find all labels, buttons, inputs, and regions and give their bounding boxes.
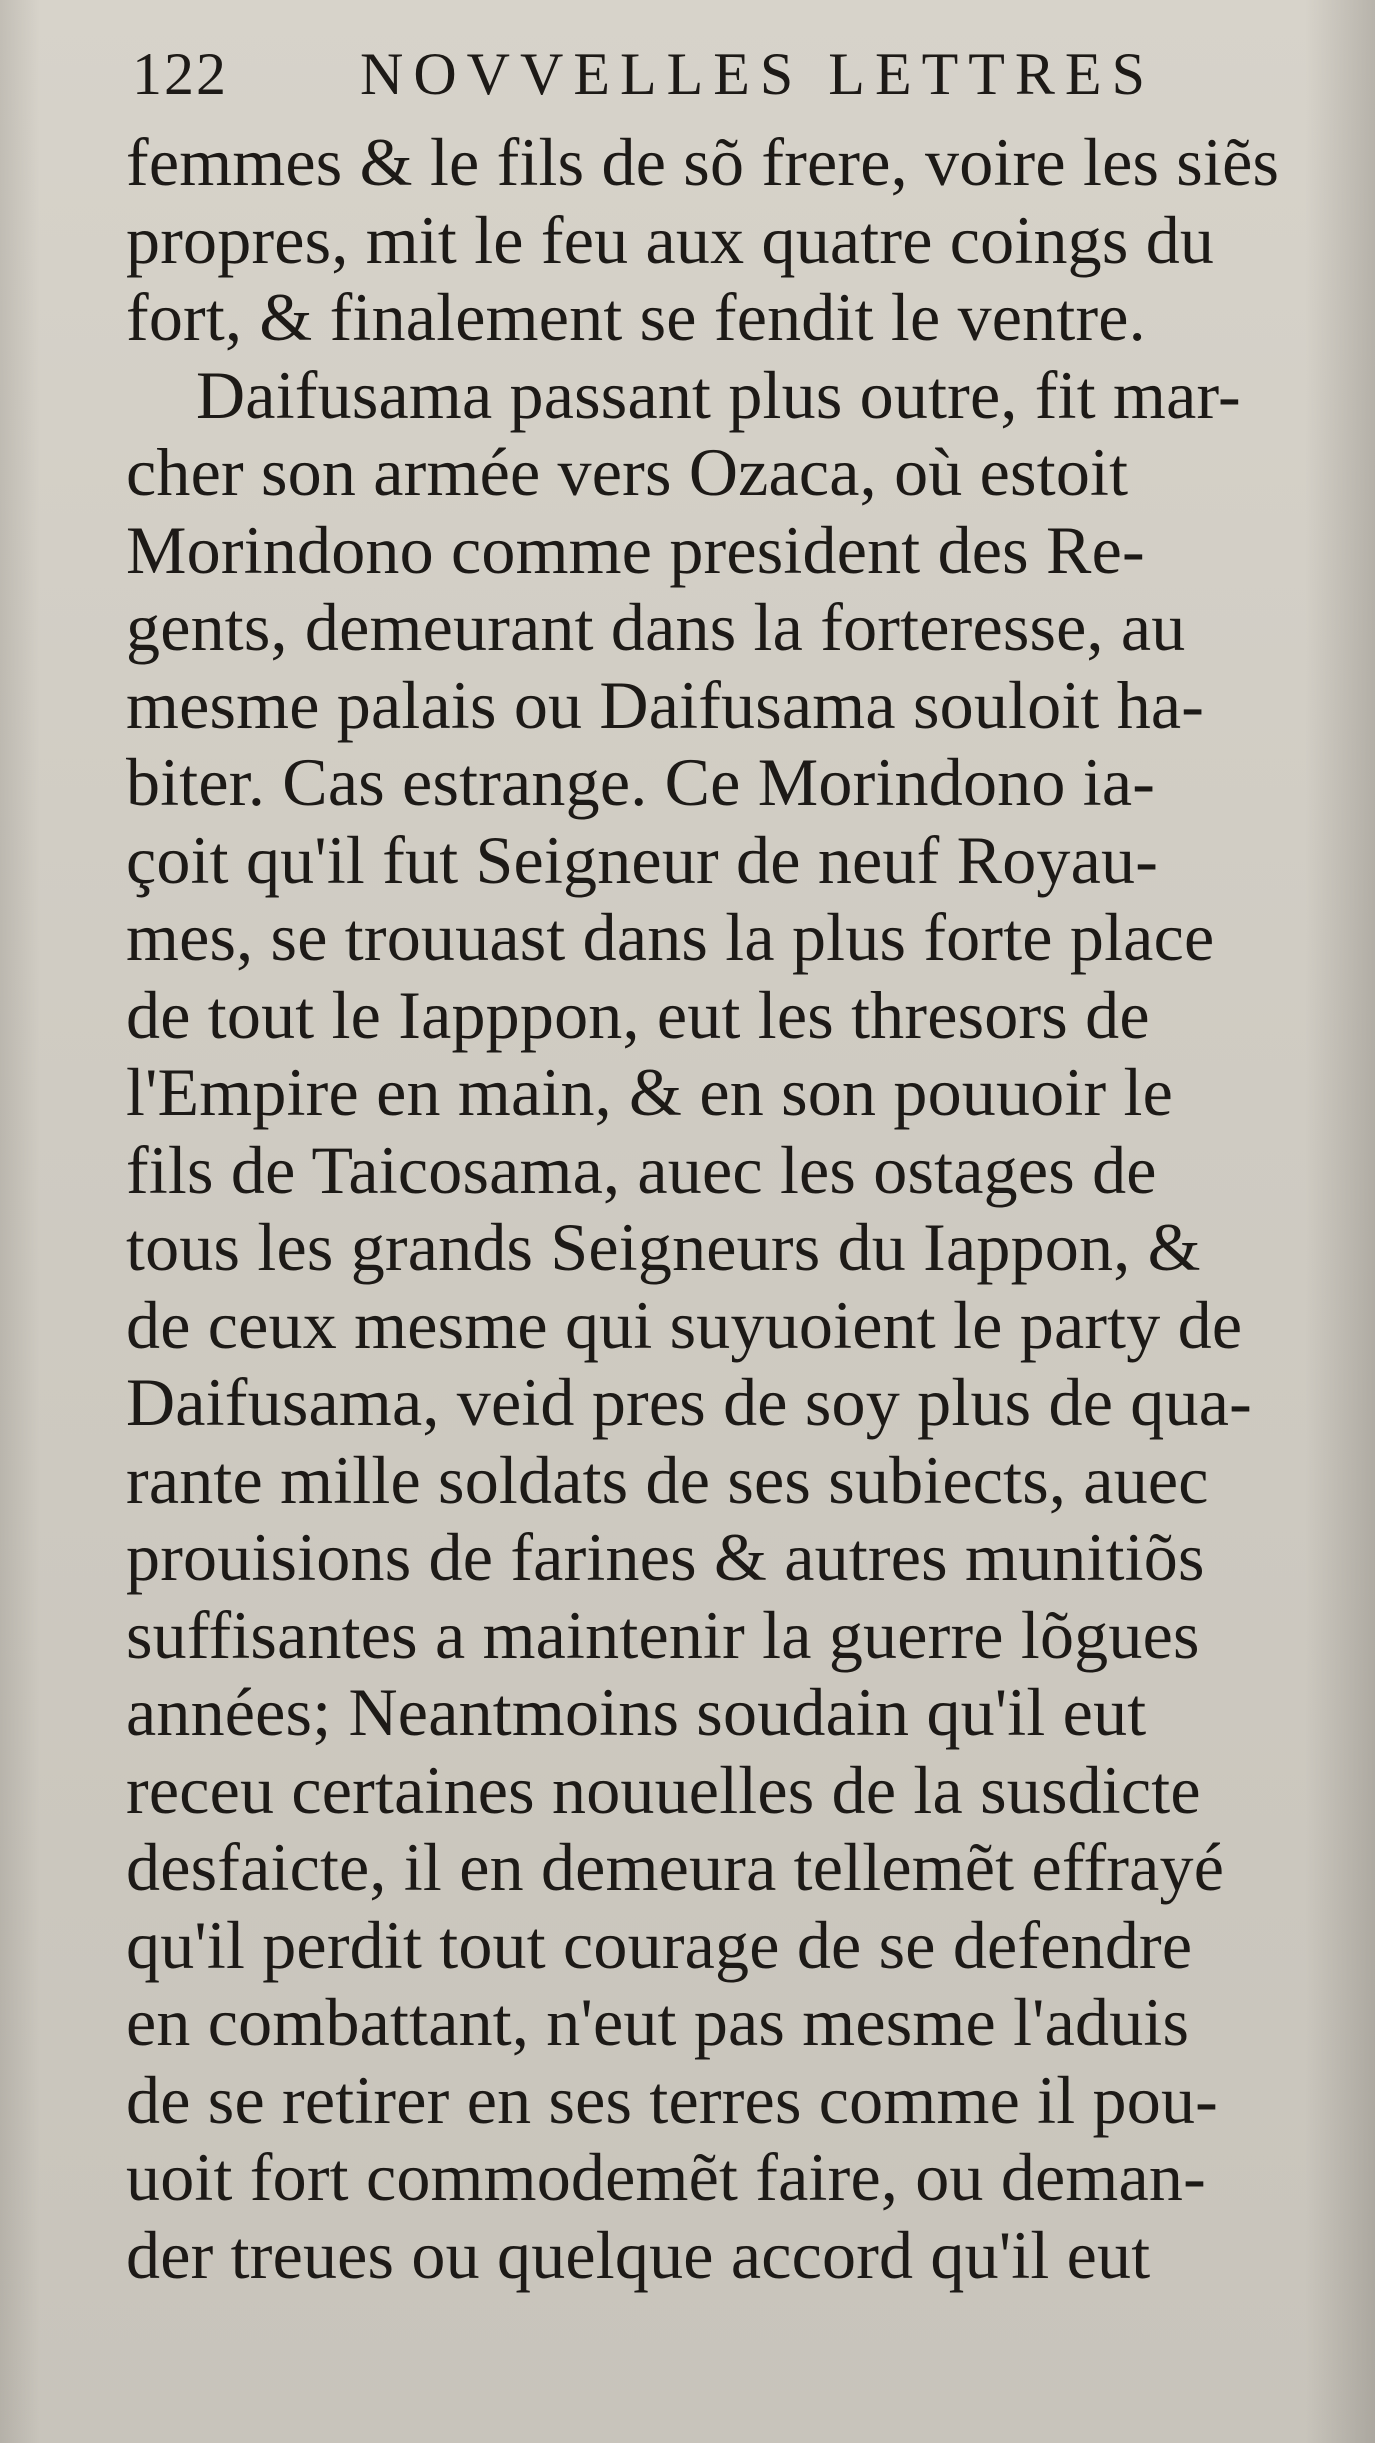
text-line: propres, mit le feu aux quatre coings du — [126, 201, 1215, 278]
text-line: biter. Cas estrange. Ce Morindono ia- — [126, 744, 1156, 820]
body-text — [126, 124, 1326, 2294]
page-gutter-shadow — [0, 0, 40, 2443]
text-line: l'Empire en main, & en son pouuoir le — [126, 1054, 1173, 1130]
text-line: prouisions de farines & autres munitiõs — [126, 1519, 1205, 1595]
text-line: Daifusama, veid pres de soy plus de qua- — [126, 1364, 1252, 1440]
text-line: receu certaines nouuelles de la susdicte — [126, 1751, 1201, 1828]
page-number: 122 — [132, 41, 228, 107]
text-line: mes, se trouuast dans la plus forte place — [126, 899, 1215, 975]
text-line: de ceux mesme qui suyuoient le party de — [126, 1286, 1243, 1363]
text-line: uoit fort commodemẽt faire, ou deman- — [126, 2139, 1206, 2215]
text-line: fort, & finalement se fendit le ventre. — [126, 279, 1146, 355]
text-line: Morindono comme president des Re- — [126, 511, 1145, 588]
text-line: qu'il perdit tout courage de se defendre — [126, 1906, 1193, 1983]
text-line: rante mille soldats de ses subiects, auec — [126, 1441, 1209, 1518]
text-line: de tout le Iapppon, eut les thresors de — [126, 976, 1150, 1053]
text-line: der treues ou quelque accord qu'il eut — [126, 2216, 1151, 2293]
text-line: années; Neantmoins soudain qu'il eut — [126, 1674, 1147, 1750]
text-line: cher son armée vers Ozaca, où estoit — [126, 434, 1129, 510]
text-line: suffisantes a maintenir la guerre lõgues — [126, 1596, 1200, 1673]
text-line: tous les grands Seigneurs du Iappon, & — [126, 1209, 1201, 1285]
text-line: gents, demeurant dans la forteresse, au — [126, 589, 1186, 665]
text-line: desfaicte, il en demeura tellemẽt effrayé — [126, 1829, 1225, 1905]
text-line: çoit qu'il fut Seigneur de neuf Royau- — [126, 821, 1159, 898]
page-header — [132, 40, 1262, 120]
text-line: fils de Taicosama, auec les ostages de — [126, 1131, 1157, 1208]
text-line: en combattant, n'eut pas mesme l'aduis — [126, 1984, 1190, 2060]
text-line: mesme palais ou Daifusama souloit ha- — [126, 666, 1205, 743]
paragraph-first-line: Daifusama passant plus outre, fit mar- — [196, 356, 1241, 433]
text-line: femmes & le fils de sõ frere, voire les siẽs — [126, 124, 1280, 200]
text-line: de se retirer en ses terres comme il pou- — [126, 2061, 1218, 2138]
running-title: NOVVELLES LETTRES — [360, 41, 1155, 107]
